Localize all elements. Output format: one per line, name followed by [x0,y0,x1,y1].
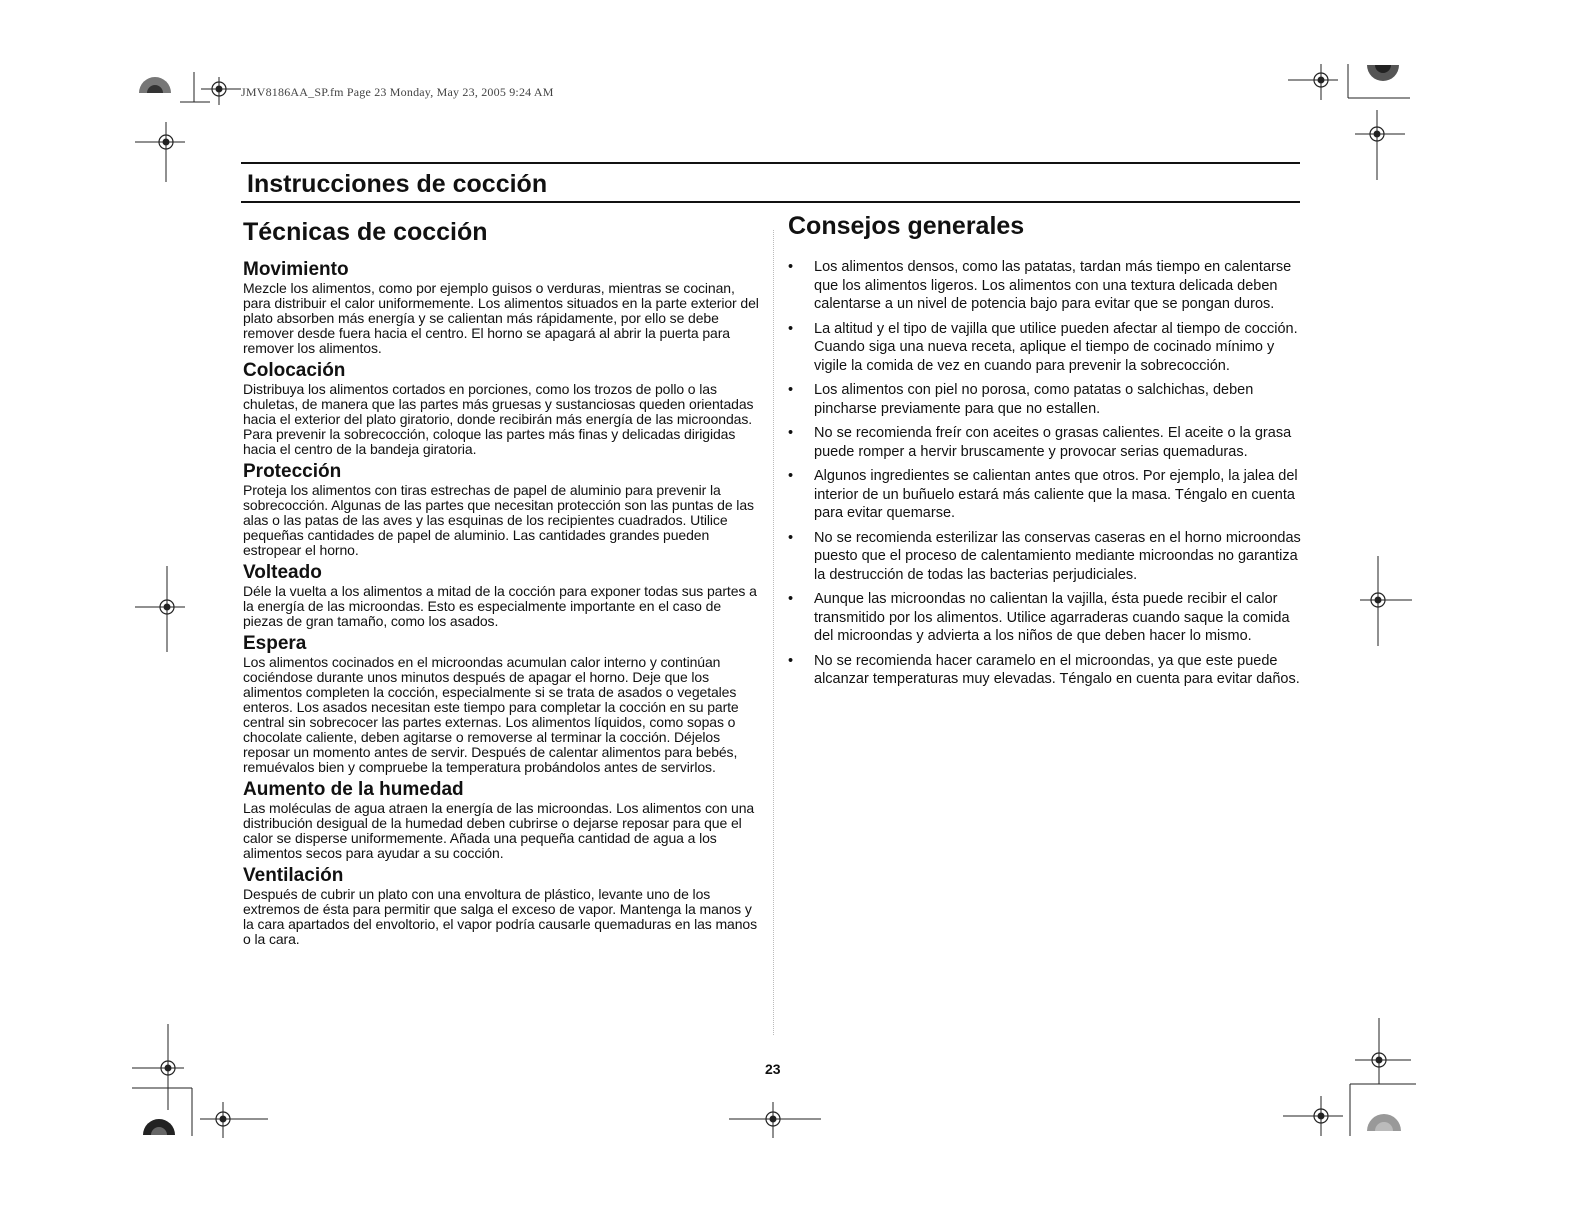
registration-mark-icon [1288,64,1338,100]
tip-text: Algunos ingredientes se calientan antes que otros. Por ejemplo, la jalea del interior de un buñuelo estará más caliente que la masa. Téngalo en cuenta para evitar quemarse. [814,468,1298,521]
tip-text: La altitud y el tipo de vajilla que utilice pueden afectar al tiempo de cocción. Cuando siga una nueva receta, aplique el tiempo de cocinado mínimo y vigile la comida de vez en cuando para prevenir la sobrecocción. [814,320,1298,374]
section-movimiento [243,259,761,356]
section-heading: Protección [243,461,342,482]
list-item [788,320,1308,376]
calibration-swatch-icon [1366,1110,1402,1132]
print-header: JMV8186AA_SP.fm Page 23 Monday, May 23, 2005 9:24 AM [241,85,554,99]
section-espera [243,633,761,775]
registration-mark-icon [1360,556,1412,646]
registration-mark-icon [200,1102,268,1138]
title-top-rule [241,162,1300,164]
section-text: Mezcle los alimentos, como por ejemplo guisos o verduras, mientras se cocinan, para distribuir el calor uniformemente. Los alimentos situados en la parte exterior del plato absorben más energía y se calientan más rápidamente, por ello se debe remover desde fuera hacia el centro. El horno se apagará al abrir la puerta para remover los alimentos. [243,280,759,356]
section-heading: Volteado [243,562,322,583]
section-text: Después de cubrir un plato con una envoltura de plástico, levante uno de los extremos de ésta para permitir que salga el exceso de vapor. Mantenga la manos y la cara apartados del envoltorio, el vapor podría causarle quemaduras en las manos o la cara. [243,886,757,947]
bullet-icon: • [788,382,794,398]
tip-text: Aunque las microondas no calientan la vajilla, ésta puede recibir el calor transmitido por los alimentos. Utilice agarraderas cuando saque la comida del microondas y advierta a los niños de que deben hacer lo mismo. [814,591,1290,644]
tip-text: No se recomienda hacer caramelo en el microondas, ya que este puede alcanzar temperaturas muy elevadas. Téngalo en cuenta para evitar daños. [814,652,1300,687]
crop-mark-icon [180,72,210,104]
list-item [788,467,1308,523]
section-heading: Espera [243,633,307,654]
registration-mark-icon [1355,1018,1411,1084]
list-item [788,529,1308,585]
tip-text: No se recomienda esterilizar las conservas caseras en el horno microondas puesto que el proceso de calentamiento mediante microondas no garantiza la destrucción de todas las bacterias perjudiciales. [814,529,1301,583]
cooking-techniques-column [243,218,761,951]
page-title: Instrucciones de cocción [247,170,548,198]
section-colocacion [243,360,761,457]
registration-mark-icon [729,1102,821,1138]
registration-mark-icon [1283,1096,1343,1136]
list-item [788,381,1308,418]
section-heading: Ventilación [243,865,344,886]
bullet-icon: • [788,259,794,275]
tip-text: Los alimentos con piel no porosa, como patatas o salchichas, deben pincharse previamente para que no estallen. [814,382,1254,417]
general-tips-column [788,212,1308,695]
column-divider [773,230,774,1035]
calibration-swatch-icon [138,74,172,94]
registration-mark-icon [135,122,185,182]
bullet-icon: • [788,591,794,607]
section-ventilacion [243,865,761,947]
bullet-icon: • [788,320,794,337]
bullet-icon: • [788,652,794,669]
section-aumento-humedad [243,779,761,861]
registration-mark-icon [1355,110,1405,180]
section-volteado [243,562,761,629]
section-text: Distribuya los alimentos cortados en porciones, como los trozos de pollo o las chuletas, de manera que las partes más gruesas y sustanciosas queden orientadas hacia el exterior del plato giratorio, donde recibirán más energía de las microondas. Para prevenir la sobrecocción, coloque las partes más finas y delicadas dirigidas hacia el centro de la bandeja giratoria. [243,381,754,457]
section-text: Proteja los alimentos con tiras estrechas de papel de aluminio para prevenir la sobrecocción. Algunas de las partes que necesitan protección son las puntas de las alas o las patas de las aves y las esquinas de los recipientes cuadrados. Utilice pequeñas cantidades de papel de aluminio. Las cantidades grandes pueden estropear el horno. [243,482,754,558]
page-number: 23 [765,1061,781,1077]
section-text: Las moléculas de agua atraen la energía de las microondas. Los alimentos con una distribución desigual de la humedad deben cubrirse o dejarse reposar para que el calor se disperse uniformemente. Añada una pequeña cantidad de agua a los alimentos secos para ayudar a su cocción. [243,800,755,861]
list-item [788,590,1308,646]
calibration-swatch-icon [142,1116,176,1136]
list-item [788,258,1308,314]
bullet-icon: • [788,468,794,484]
section-heading: Colocación [243,360,346,381]
section-heading: Aumento de la humedad [243,779,464,800]
tips-list [788,258,1308,689]
section-text: Déle la vuelta a los alimentos a mitad de la cocción para exponer todas sus partes a la energía de las microondas. Esto es especialmente importante en el caso de piezas de gran tamaño, como los asados. [243,583,757,629]
registration-mark-icon [135,566,185,652]
techniques-title: Técnicas de cocción [243,218,488,246]
calibration-swatch-icon [1366,64,1400,84]
tip-text: No se recomienda freír con aceites o grasas calientes. El aceite o la grasa puede romper a hervir bruscamente y provocar serias quemaduras. [814,425,1292,460]
bullet-icon: • [788,529,794,546]
tip-text: Los alimentos densos, como las patatas, tardan más tiempo en calentarse que los alimentos ligeros. Los alimentos con una textura delicada deben calentarse a un nivel de potencia bajo para evitar que se pongan duros. [814,259,1292,312]
section-heading: Movimiento [243,259,349,280]
list-item [788,652,1308,689]
section-text: Los alimentos cocinados en el microondas acumulan calor interno y continúan cociéndose durante unos minutos después de apagar el horno. Deje que los alimentos completen la cocción, especialmente si se trata de asados o vegetales enteros. Los asados necesitan este tiempo para completar la cocción en su parte central sin sobrecocer las partes externas. Los alimentos líquidos, como sopas o chocolate caliente, deben agitarse o removerse al terminar la cocción. Déjelos reposar un momento antes de servir. Después de calentar alimentos para bebés, remuévalos bien y compruebe la temperatura probándolos antes de servirlos. [243,654,739,775]
list-item [788,424,1308,461]
bullet-icon: • [788,425,794,441]
tips-title: Consejos generales [788,212,1025,240]
title-bottom-rule [241,201,1300,203]
section-proteccion [243,461,761,558]
